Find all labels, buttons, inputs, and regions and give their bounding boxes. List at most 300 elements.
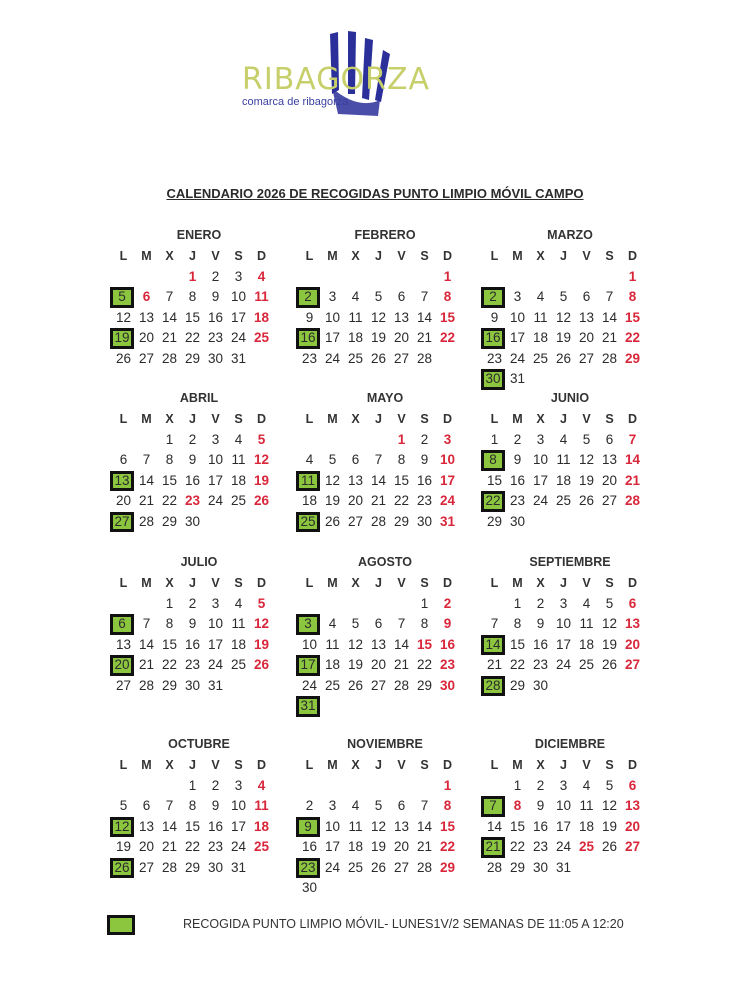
day-cell: 25 — [230, 657, 247, 672]
day-cell: 22 — [161, 493, 178, 508]
holiday-day: 28 — [624, 493, 641, 508]
day-cell: 25 — [555, 493, 572, 508]
weekday-header: L — [305, 576, 314, 590]
day-cell: 30 — [416, 513, 433, 529]
day-cell: 23 — [532, 657, 549, 672]
day-cell: 3 — [328, 289, 337, 304]
collection-day: 2 — [481, 287, 505, 308]
weekday-header: D — [442, 758, 453, 772]
day-cell: 23 — [416, 493, 433, 508]
weekday-header: V — [397, 249, 406, 263]
weekday-header: L — [119, 576, 128, 590]
empty-cell — [367, 594, 390, 615]
collection-day: 11 — [296, 471, 320, 492]
weekday-header: L — [305, 412, 314, 426]
day-cell: 10 — [301, 636, 318, 652]
day-cell: 3 — [211, 595, 220, 611]
day-cell: 30 — [184, 513, 201, 529]
holiday-day: 25 — [253, 330, 270, 345]
day-cell: 23 — [301, 350, 318, 366]
day-cell: 7 — [420, 289, 429, 304]
weekday-header: M — [512, 758, 523, 772]
weekday-header: L — [490, 576, 499, 590]
holiday-day: 27 — [624, 657, 641, 672]
weekday-header: X — [536, 249, 545, 263]
day-cell: 28 — [138, 677, 155, 693]
day-cell: 30 — [301, 880, 318, 895]
weekday-header: V — [211, 412, 220, 426]
empty-cell — [413, 267, 436, 288]
day-cell: 21 — [601, 330, 618, 345]
day-cell: 28 — [601, 350, 618, 366]
day-cell: 19 — [601, 636, 618, 652]
day-cell: 5 — [374, 798, 383, 813]
day-cell: 12 — [578, 452, 595, 467]
day-cell: 20 — [578, 330, 595, 345]
collection-day: 12 — [110, 817, 134, 838]
holiday-day: 5 — [257, 431, 266, 447]
month-julio — [112, 555, 282, 696]
weekday-header: M — [512, 576, 523, 590]
weekday-header: S — [234, 249, 243, 263]
day-cell: 19 — [370, 330, 387, 345]
day-cell: 10 — [555, 616, 572, 631]
day-cell: 17 — [532, 472, 549, 488]
day-cell: 13 — [138, 309, 155, 325]
day-cell: 7 — [490, 616, 499, 631]
weekday-header: X — [351, 412, 360, 426]
empty-cell — [367, 267, 390, 288]
day-cell: 19 — [578, 472, 595, 488]
day-cell: 25 — [532, 350, 549, 366]
day-cell: 14 — [601, 309, 618, 325]
holiday-day: 5 — [257, 595, 266, 611]
day-cell: 21 — [161, 330, 178, 345]
day-cell: 27 — [393, 859, 410, 875]
day-cell: 18 — [555, 472, 572, 488]
day-cell: 14 — [138, 472, 155, 488]
holiday-day: 1 — [397, 431, 406, 447]
logo-brand: RIBAGORZA — [242, 62, 431, 97]
day-cell: 12 — [370, 818, 387, 834]
day-cell: 4 — [536, 289, 545, 304]
day-cell: 6 — [605, 431, 614, 447]
day-cell: 8 — [420, 616, 429, 631]
holiday-day: 1 — [628, 268, 637, 284]
month-junio — [483, 391, 653, 532]
day-cell: 10 — [230, 289, 247, 304]
empty-cell — [112, 430, 135, 451]
empty-cell — [413, 776, 436, 797]
holiday-day: 23 — [439, 657, 456, 672]
month-days-grid — [112, 246, 282, 369]
day-cell: 22 — [184, 839, 201, 854]
day-cell: 29 — [509, 677, 526, 693]
month-septiembre — [483, 555, 653, 696]
month-days-grid — [298, 755, 468, 899]
collection-day: 7 — [481, 796, 505, 817]
day-cell: 8 — [165, 452, 174, 467]
weekday-header: J — [189, 249, 196, 263]
weekday-header: M — [141, 412, 152, 426]
day-cell: 28 — [138, 513, 155, 529]
day-cell: 6 — [397, 798, 406, 813]
weekday-header: V — [582, 576, 591, 590]
day-cell: 4 — [351, 798, 360, 813]
weekday-header: X — [536, 758, 545, 772]
month-name: AGOSTO — [358, 555, 412, 569]
holiday-day: 1 — [443, 268, 452, 284]
weekday-header: M — [141, 576, 152, 590]
day-cell: 12 — [555, 309, 572, 325]
collection-day: 16 — [296, 328, 320, 349]
day-cell: 22 — [416, 657, 433, 672]
month-mayo — [298, 391, 468, 532]
weekday-header: X — [165, 576, 174, 590]
weekday-header: S — [605, 758, 614, 772]
day-cell: 27 — [393, 350, 410, 366]
collection-day: 26 — [110, 858, 134, 879]
day-cell: 20 — [393, 839, 410, 854]
day-cell: 30 — [207, 859, 224, 875]
day-cell: 24 — [230, 839, 247, 854]
day-cell: 1 — [188, 777, 197, 793]
day-cell: 3 — [234, 268, 243, 284]
weekday-header: L — [490, 412, 499, 426]
month-marzo — [483, 228, 653, 390]
day-cell: 9 — [536, 616, 545, 631]
day-cell: 24 — [555, 839, 572, 854]
collection-day: 16 — [481, 328, 505, 349]
weekday-header: J — [189, 758, 196, 772]
empty-cell — [367, 776, 390, 797]
day-cell: 10 — [230, 798, 247, 813]
day-cell: 12 — [370, 309, 387, 325]
day-cell: 14 — [416, 818, 433, 834]
day-cell: 3 — [536, 431, 545, 447]
day-cell: 18 — [578, 818, 595, 834]
collection-day: 30 — [481, 369, 505, 390]
day-cell: 22 — [393, 493, 410, 508]
weekday-header: M — [141, 758, 152, 772]
day-cell: 6 — [119, 452, 128, 467]
holiday-day: 16 — [439, 636, 456, 652]
day-cell: 24 — [207, 493, 224, 508]
day-cell: 15 — [509, 818, 526, 834]
weekday-header: V — [211, 249, 220, 263]
weekday-header: X — [165, 249, 174, 263]
month-days-grid — [112, 755, 282, 878]
empty-cell — [552, 267, 575, 288]
collection-day: 14 — [481, 635, 505, 656]
weekday-header: M — [327, 249, 338, 263]
weekday-header: D — [442, 249, 453, 263]
empty-cell — [112, 776, 135, 797]
holiday-day: 22 — [624, 330, 641, 345]
day-cell: 20 — [393, 330, 410, 345]
holiday-day: 8 — [628, 289, 637, 304]
day-cell: 15 — [486, 472, 503, 488]
day-cell: 29 — [161, 513, 178, 529]
collection-day: 25 — [296, 512, 320, 533]
day-cell: 9 — [420, 452, 429, 467]
month-days-grid — [483, 755, 653, 878]
day-cell: 5 — [582, 431, 591, 447]
day-cell: 18 — [578, 636, 595, 652]
day-cell: 14 — [370, 472, 387, 488]
month-enero — [112, 228, 282, 369]
day-cell: 17 — [230, 818, 247, 834]
weekday-header: D — [256, 412, 267, 426]
day-cell: 18 — [230, 472, 247, 488]
day-cell: 27 — [578, 350, 595, 366]
day-cell: 24 — [324, 859, 341, 875]
day-cell: 4 — [559, 431, 568, 447]
day-cell: 2 — [513, 431, 522, 447]
month-name: OCTUBRE — [168, 737, 230, 751]
day-cell: 10 — [207, 616, 224, 631]
holiday-day: 15 — [439, 309, 456, 325]
empty-cell — [158, 776, 181, 797]
month-febrero — [298, 228, 468, 369]
holiday-day: 6 — [628, 777, 637, 793]
weekday-header: L — [490, 249, 499, 263]
day-cell: 15 — [509, 636, 526, 652]
day-cell: 28 — [370, 513, 387, 529]
empty-cell — [344, 267, 367, 288]
day-cell: 18 — [347, 330, 364, 345]
day-cell: 22 — [509, 839, 526, 854]
month-name: MARZO — [547, 228, 593, 242]
day-cell: 5 — [605, 595, 614, 611]
day-cell: 13 — [115, 636, 132, 652]
holiday-day: 7 — [628, 431, 637, 447]
month-name: DICIEMBRE — [534, 737, 606, 751]
weekday-header: D — [256, 576, 267, 590]
empty-cell — [390, 776, 413, 797]
weekday-header: X — [351, 758, 360, 772]
day-cell: 11 — [348, 818, 363, 834]
day-cell: 13 — [370, 636, 387, 652]
day-cell: 29 — [184, 859, 201, 875]
holiday-day: 30 — [439, 677, 456, 693]
weekday-header: V — [397, 758, 406, 772]
day-cell: 2 — [536, 595, 545, 611]
day-cell: 10 — [324, 309, 341, 325]
month-days-grid — [298, 573, 468, 717]
day-cell: 7 — [165, 289, 174, 304]
day-cell: 24 — [324, 350, 341, 366]
holiday-day: 22 — [439, 839, 456, 854]
day-cell: 15 — [184, 309, 201, 325]
empty-cell — [367, 430, 390, 451]
empty-cell — [112, 594, 135, 615]
day-cell: 1 — [165, 431, 174, 447]
holiday-day: 6 — [628, 595, 637, 611]
empty-cell — [344, 594, 367, 615]
holiday-day: 29 — [624, 350, 641, 366]
collection-day: 8 — [481, 450, 505, 471]
day-cell: 20 — [138, 839, 155, 854]
day-cell: 11 — [579, 616, 594, 631]
day-cell: 6 — [374, 616, 383, 631]
day-cell: 19 — [601, 818, 618, 834]
day-cell: 11 — [325, 636, 340, 652]
day-cell: 5 — [351, 616, 360, 631]
holiday-day: 3 — [443, 431, 452, 447]
day-cell: 17 — [509, 330, 526, 345]
day-cell: 6 — [582, 289, 591, 304]
day-cell: 4 — [582, 777, 591, 793]
collection-day: 28 — [481, 676, 505, 697]
day-cell: 9 — [536, 798, 545, 813]
day-cell: 7 — [397, 616, 406, 631]
day-cell: 15 — [393, 472, 410, 488]
holiday-day: 10 — [439, 452, 456, 467]
day-cell: 20 — [115, 493, 132, 508]
weekday-header: L — [119, 249, 128, 263]
collection-day: 13 — [110, 471, 134, 492]
weekday-header: V — [211, 758, 220, 772]
day-cell: 7 — [142, 616, 151, 631]
day-cell: 7 — [420, 798, 429, 813]
empty-cell — [135, 776, 158, 797]
day-cell: 20 — [138, 330, 155, 345]
legend-swatch — [107, 915, 135, 935]
day-cell: 14 — [486, 818, 503, 834]
day-cell: 8 — [188, 798, 197, 813]
holiday-day: 21 — [624, 472, 641, 488]
weekday-header: J — [560, 249, 567, 263]
day-cell: 27 — [138, 859, 155, 875]
day-cell: 27 — [115, 677, 132, 693]
day-cell: 26 — [370, 350, 387, 366]
day-cell: 21 — [161, 839, 178, 854]
weekday-header: D — [627, 249, 638, 263]
day-cell: 11 — [231, 616, 246, 631]
day-cell: 12 — [115, 309, 132, 325]
empty-cell — [298, 267, 321, 288]
holiday-day: 18 — [253, 309, 270, 325]
day-cell: 3 — [559, 595, 568, 611]
day-cell: 13 — [578, 309, 595, 325]
day-cell: 11 — [533, 309, 548, 325]
weekday-header: X — [351, 576, 360, 590]
collection-day: 31 — [296, 696, 320, 717]
weekday-header: X — [536, 412, 545, 426]
empty-cell — [529, 267, 552, 288]
day-cell: 31 — [555, 859, 572, 875]
day-cell: 9 — [211, 798, 220, 813]
day-cell: 7 — [165, 798, 174, 813]
holiday-day: 13 — [624, 616, 641, 631]
holiday-day: 8 — [443, 289, 452, 304]
holiday-day: 31 — [439, 513, 456, 529]
holiday-day: 9 — [443, 616, 452, 631]
weekday-header: D — [442, 412, 453, 426]
day-cell: 21 — [416, 839, 433, 854]
day-cell: 28 — [416, 350, 433, 366]
day-cell: 11 — [231, 452, 246, 467]
day-cell: 4 — [582, 595, 591, 611]
day-cell: 28 — [393, 677, 410, 693]
day-cell: 18 — [230, 636, 247, 652]
empty-cell — [506, 267, 529, 288]
weekday-header: V — [397, 412, 406, 426]
day-cell: 6 — [142, 798, 151, 813]
day-cell: 8 — [165, 616, 174, 631]
day-cell: 10 — [555, 798, 572, 813]
weekday-header: J — [375, 758, 382, 772]
day-cell: 18 — [324, 657, 341, 672]
day-cell: 5 — [119, 798, 128, 813]
day-cell: 9 — [490, 309, 499, 325]
weekday-header: S — [234, 576, 243, 590]
day-cell: 17 — [555, 636, 572, 652]
day-cell: 13 — [393, 818, 410, 834]
day-cell: 31 — [207, 677, 224, 693]
holiday-day: 1 — [443, 777, 452, 793]
day-cell: 30 — [509, 513, 526, 529]
holiday-day: 25 — [578, 839, 595, 854]
day-cell: 26 — [601, 839, 618, 854]
day-cell: 25 — [347, 859, 364, 875]
day-cell: 9 — [188, 452, 197, 467]
day-cell: 13 — [347, 472, 364, 488]
weekday-header: X — [165, 412, 174, 426]
day-cell: 26 — [555, 350, 572, 366]
day-cell: 22 — [509, 657, 526, 672]
empty-cell — [112, 267, 135, 288]
holiday-day: 23 — [184, 493, 201, 508]
day-cell: 9 — [305, 309, 314, 325]
day-cell: 9 — [188, 616, 197, 631]
day-cell: 17 — [555, 818, 572, 834]
month-name: ENERO — [176, 228, 222, 242]
holiday-day: 13 — [624, 798, 641, 813]
holiday-day: 29 — [439, 859, 456, 875]
empty-cell — [344, 430, 367, 451]
day-cell: 10 — [509, 309, 526, 325]
weekday-header: X — [351, 249, 360, 263]
holiday-day: 18 — [253, 818, 270, 834]
weekday-header: M — [327, 412, 338, 426]
day-cell: 21 — [138, 493, 155, 508]
legend-text: RECOGIDA PUNTO LIMPIO MÓVIL- LUNES1V/2 SEMANAS DE 11:05 A 12:20 — [183, 917, 624, 931]
day-cell: 12 — [601, 616, 618, 631]
month-diciembre — [483, 737, 653, 878]
day-cell: 2 — [188, 431, 197, 447]
day-cell: 23 — [207, 330, 224, 345]
holiday-day: 15 — [439, 818, 456, 834]
weekday-header: V — [397, 576, 406, 590]
day-cell: 5 — [559, 289, 568, 304]
day-cell: 30 — [532, 859, 549, 875]
weekday-header: D — [627, 412, 638, 426]
weekday-header: D — [256, 758, 267, 772]
weekday-header: S — [420, 576, 429, 590]
collection-day: 21 — [481, 837, 505, 858]
day-cell: 22 — [184, 330, 201, 345]
collection-day: 23 — [296, 858, 320, 879]
holiday-day: 24 — [439, 493, 456, 508]
day-cell: 27 — [347, 513, 364, 529]
empty-cell — [390, 267, 413, 288]
empty-cell — [298, 776, 321, 797]
weekday-header: L — [119, 758, 128, 772]
weekday-header: L — [305, 758, 314, 772]
day-cell: 17 — [324, 330, 341, 345]
